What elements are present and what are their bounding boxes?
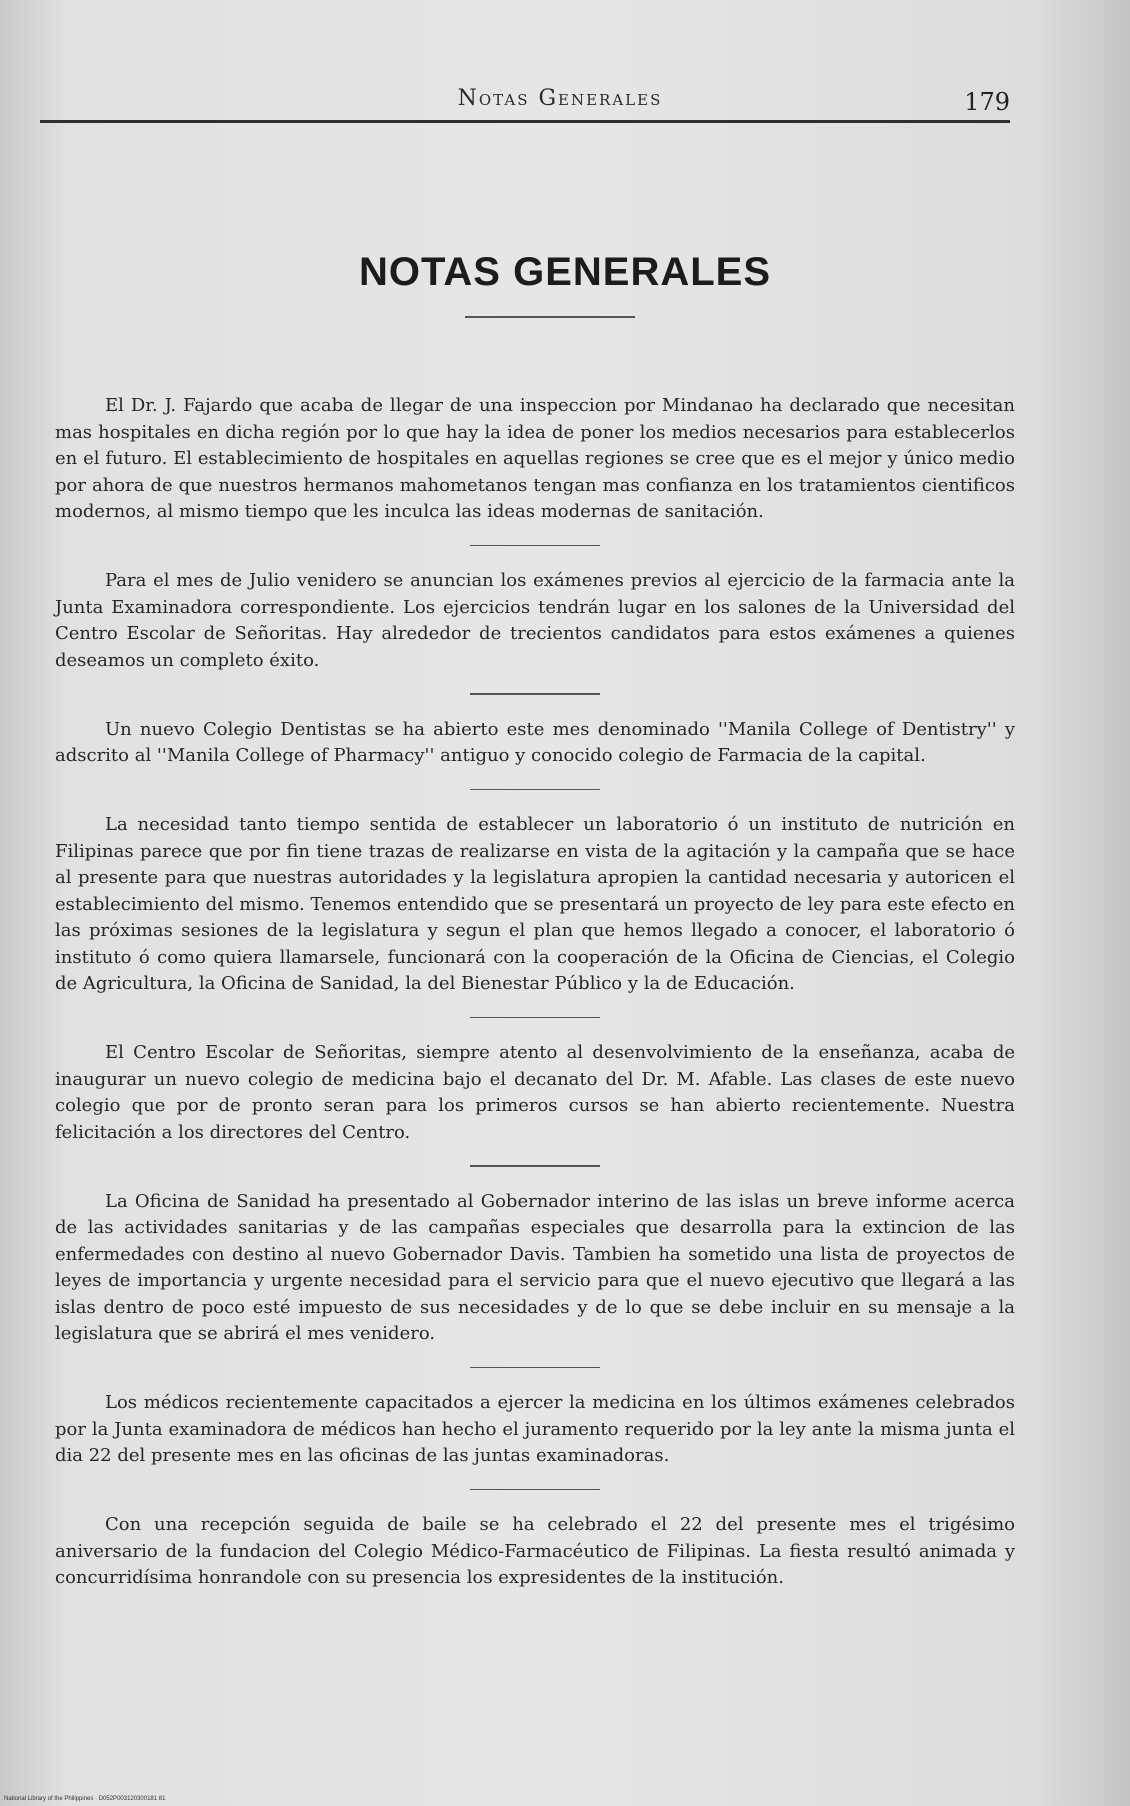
title-rule	[465, 316, 635, 318]
paragraph-centro-escolar: El Centro Escolar de Señoritas, siempre atento al desenvolvimiento de la enseñanza, acaba de inaugurar un nuevo colegio de medicina bajo el decanato del Dr. M. Afable. Las clases de este nuevo colegio que por de pronto seran para los primeros cursos se han abierto recientemente. Nuestra felicitación a los directores del Centro.	[55, 1042, 1015, 1143]
paragraph-oficina-sanidad: La Oficina de Sanidad ha presentado al Gobernador interino de las islas un breve informe acerca de las actividades sanitarias y de las campañas especiales que desarrolla para la extincion de las enfermedades con destino al nuevo Gobernador Davis. Tambien ha sometido una lista de proyectos de leyes de importancia y urgente necesidad para el servicio para que el nuevo ejecutivo que llegará a las islas dentro de poco esté impuesto de sus necesidades y de lo que se debe incluir en su mensaje a la legislatura que se abrirá el mes venidero.	[55, 1190, 1015, 1344]
paragraph-colegio-dentistas: Un nuevo Colegio Dentistas se ha abierto este mes denominado ''Manila College of Dentistry'' y adscrito al ''Manila College of Pharmacy'' antiguo y conocido colegio de Farmacia de la capital.	[55, 718, 1015, 766]
page-header	[40, 78, 1010, 118]
running-title: Notas Generales	[457, 86, 663, 111]
scan-footer: National Library of the Philippines · D052P003120300181 81	[4, 1796, 166, 1802]
section-separator	[470, 693, 600, 695]
page-title: NOTAS GENERALES	[358, 250, 772, 294]
paragraph-examenes-farmacia: Para el mes de Julio venidero se anuncian los exámenes previos al ejercicio de la farmacia ante la Junta Examinadora correspondiente. Los ejercicios tendrán lugar en los salones de la Universidad del Centro Escolar de Señoritas. Hay alrededor de trecientos candidatos para estos exámenes a quienes deseamos un completo éxito.	[55, 570, 1015, 671]
section-separator	[470, 1367, 600, 1369]
paragraph-medicos-juramento: Los médicos recientemente capacitados a ejercer la medicina en los últimos exámenes celebrados por la Junta examinadora de médicos han hecho el juramento requerido por la ley ante la misma junta el dia 22 del presente mes en las oficinas de las juntas examinadoras.	[55, 1392, 1015, 1466]
section-separator	[470, 1017, 600, 1019]
paragraph-aniversario: Con una recepción seguida de baile se ha celebrado el 22 del presente mes el trigésimo aniversario de la fundacion del Colegio Médico-Farmacéutico de Filipinas. La fiesta resultó animada y concurridísima honrandole con su presencia los expresidentes de la institución.	[55, 1514, 1015, 1588]
paragraph-fajardo: El Dr. J. Fajardo que acaba de llegar de una inspeccion por Mindanao ha declarado que necesitan mas hospitales en dicha región por lo que hay la idea de poner los medios necesarios para establecerlos en el futuro. El establecimiento de hospitales en aquellas regiones se cree que es el mejor y único medio por ahora de que nuestros hermanos mahometanos tengan mas confianza en los tratamientos cientificos modernos, al mismo tiempo que les inculca las ideas modernas de sanitación.	[55, 395, 1015, 522]
page-number: 179	[964, 88, 1010, 116]
paragraph-laboratorio-nutricion: La necesidad tanto tiempo sentida de establecer un laboratorio ó un instituto de nutrición en Filipinas parece que por fin tiene trazas de realizarse en vista de la agitación y la campaña que se hace al presente para que nuestras autoridades y la legislatura apropien la cantidad necesaria y autoricen el establecimiento del mismo. Tenemos entendido que se presentará un proyecto de ley para este efecto en las próximas sesiones de la legislatura y segun el plan que hemos llegado a conocer, el laboratorio ó instituto ó como quiera llamarsele, funcionará con la cooperación de la Oficina de Ciencias, el Colegio de Agricultura, la Oficina de Sanidad, la del Bienestar Público y la de Educación.	[55, 814, 1015, 994]
header-rule	[40, 120, 1010, 123]
article-body	[55, 393, 1015, 1592]
section-separator	[470, 789, 600, 791]
section-separator	[470, 1489, 600, 1491]
section-separator	[470, 1165, 600, 1167]
section-separator	[470, 545, 600, 547]
